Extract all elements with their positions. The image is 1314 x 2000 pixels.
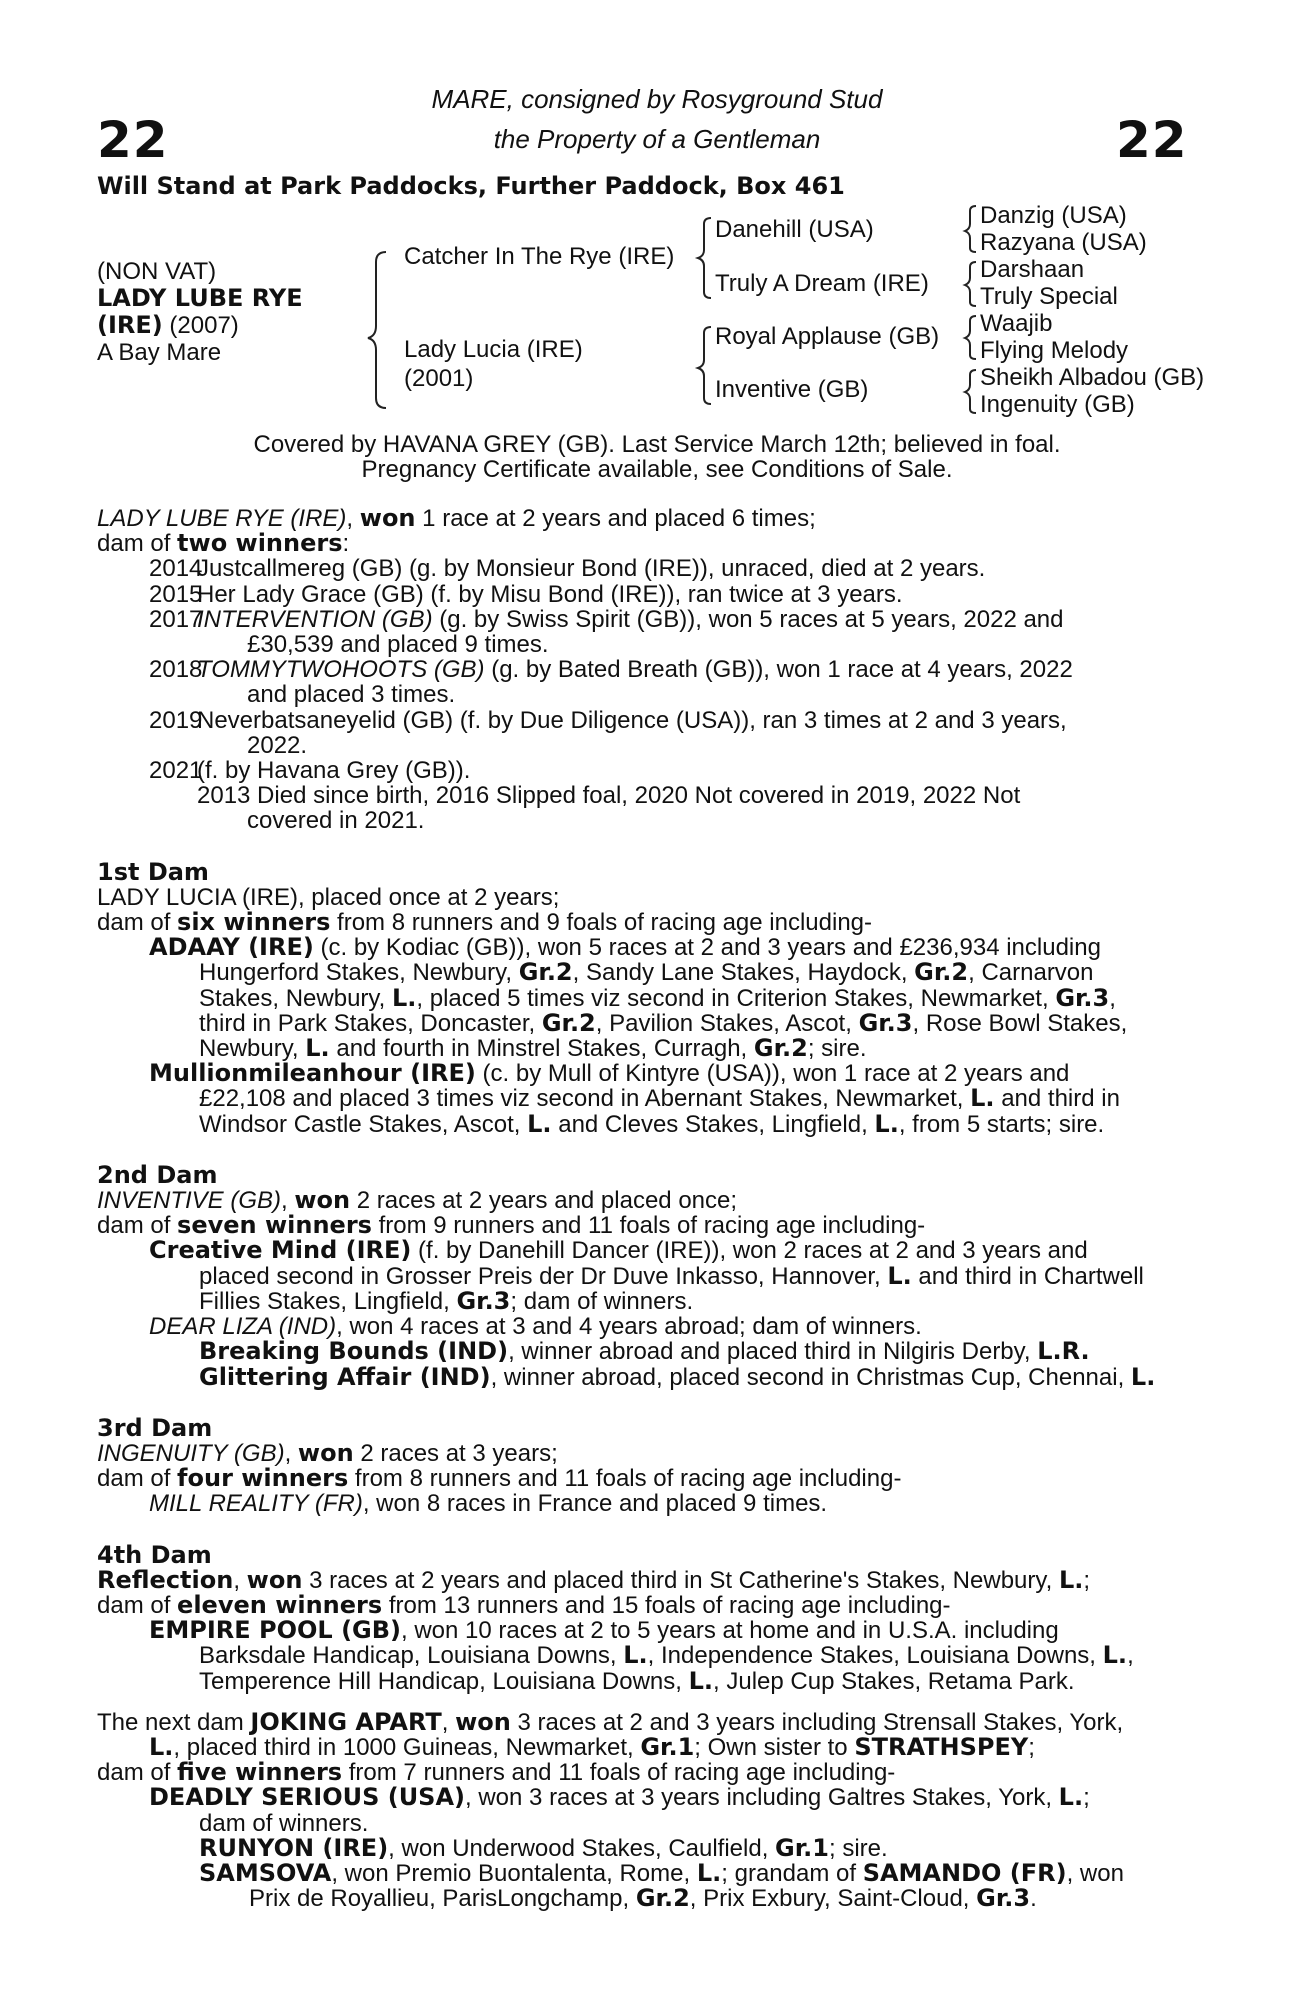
winner-count: five winners (177, 1758, 343, 1787)
foal-row (97, 582, 1194, 607)
produce-intro: LADY LUBE RYE (IRE), won 1 race at 2 years and placed 6 times; (97, 504, 816, 532)
foal-text: Neverbatsaneyelid (GB) (f. by Due Diligence (USA)), ran 3 times at 2 and 3 years, (197, 706, 1067, 734)
pedigree-dam: Lady Lucia (IRE) (404, 336, 583, 363)
pedigree-gg4: Truly Special (980, 283, 1118, 310)
foal-text: Justcallmereg (GB) (g. by Monsieur Bond (IRE)), unraced, died at 2 years. (197, 555, 986, 583)
pedigree-gg2: Razyana (USA) (980, 229, 1147, 256)
progeny-text-cont: £22,108 and placed 3 times viz second in Abernant Stakes, Newmarket, L. and third in (199, 1084, 1120, 1113)
pedigree-sire-sire: Danehill (USA) (715, 216, 874, 243)
won-label: won (359, 504, 416, 532)
foal-year: 2014 (149, 555, 203, 583)
foal-row (97, 607, 1194, 657)
dam-of-end: : (342, 530, 350, 558)
section-heading: 1st Dam (97, 857, 209, 886)
foal-row (97, 708, 1194, 758)
dam-name: JOKING APART (250, 1707, 442, 1736)
foal-name: INTERVENTION (GB) (197, 605, 433, 633)
section-heading: 4th Dam (97, 1540, 212, 1569)
foal-text: (f. by Havana Grey (GB)). (197, 757, 471, 785)
covered-note (0, 432, 1314, 482)
property-line: the Property of a Gentleman (493, 124, 821, 154)
horse-year: (2007) (162, 312, 239, 339)
progeny-text: (c. by Kodiac (GB)), won 5 races at 2 and 3 years and £236,934 including (313, 934, 1101, 962)
foal-year: 2018 (149, 656, 203, 684)
lot-number-right: 22 (1116, 111, 1188, 169)
progeny-name: Glittering Affair (IND) (199, 1362, 491, 1391)
progeny-name: ADAAY (IRE) (149, 933, 314, 962)
foal-text: (g. by Bated Breath (GB)), won 1 race at 4 years, 2022 (484, 656, 1073, 684)
winner-count: six winners (177, 908, 331, 937)
next-dam-section: The next dam JOKING APART, won 3 races at 2 and 3 years including Strensall Stakes, York, L., placed third in 1000 Guineas, Newmarket, Gr.1; Own sister to STRATHSPEY; dam of five winners from 7 runners and 11 foals of racing age including- DEADLY SERIOUS (USA), won 3 races at 3 years including Galtres Stakes, York, L.; dam of winners. RUNYON (IRE), won Underwood Stakes, Caulfield, Gr.1; sire. SAMSOVA, won Premio Buontalenta, Rome, L.; grandam of SAMANDO (FR), won Prix de Royallieu, ParisLongchamp, Gr.2, Prix Exbury, Saint-Cloud, Gr.3. (97, 1710, 1194, 1912)
progeny-entry: MILL REALITY (FR), won 8 races in France and placed 9 times. (149, 1490, 828, 1518)
stand-location: Will Stand at Park Paddocks, Further Paddock, Box 461 (97, 172, 845, 200)
second-dam-section: 2nd Dam INVENTIVE (GB), won 2 races at 2 years and placed once; dam of seven winners from 9 runners and 11 foals of racing age including- Creative Mind (IRE) (f. by Danehill Dancer (IRE)), won 2 races at 2 and 3 years and placed second in Grosser Preis der Dr Duve Inkasso, Hannover, L. and third in Chartwell Fillies Stakes, Lingfield, Gr.3; dam of winners. DEAR LIZA (IND), won 4 races at 3 and 4 years abroad; dam of winners. Breaking Bounds (IND), winner abroad and placed third in Nilgiris Derby, L.R. Glittering Affair (IND), winner abroad, placed second in Christmas Cup, Chennai, L. (97, 1163, 1194, 1390)
progeny-name: RUNYON (IRE) (199, 1833, 389, 1862)
horse-name: LADY LUBE RYE (97, 284, 303, 312)
vat-status: (NON VAT) (97, 258, 217, 285)
pedigree-gg3: Darshaan (980, 256, 1085, 283)
progeny-text-cont: Windsor Castle Stakes, Ascot, L. and Cleves Stakes, Lingfield, L., from 5 starts; sire. (199, 1109, 1105, 1138)
progeny-text-cont: Hungerford Stakes, Newbury, Gr.2, Sandy Lane Stakes, Haydock, Gr.2, Carnarvon (199, 958, 1094, 987)
catalogue-body (97, 506, 1194, 1911)
produce-dam-of (97, 531, 1194, 556)
pedigree-gg5: Waajib (980, 310, 1053, 337)
foal-year: 2017 (149, 605, 203, 633)
foal-row (97, 657, 1194, 707)
pedigree-dam-year: (2001) (404, 365, 474, 392)
pedigree-sire-dam: Truly A Dream (IRE) (715, 270, 929, 297)
progeny-name: SAMSOVA (199, 1858, 332, 1887)
dam-name: INVENTIVE (GB) (97, 1187, 282, 1215)
dam-of-rest: from 8 runners and 9 foals of racing age including- (330, 909, 873, 937)
dam-name: Reflection (97, 1565, 234, 1594)
covered-line-2: Pregnancy Certificate available, see Conditions of Sale. (361, 456, 953, 483)
progeny-entry: EMPIRE POOL (GB), won 10 races at 2 to 5 years at home and in U.S.A. including Barksdale Handicap, Louisiana Downs, L., Independence Stakes, Louisiana Downs, L., Temperence Hill Handicap, Louisiana Downs, L., Julep Cup Stakes, Retama Park. (149, 1616, 1134, 1695)
foal-year: 2015 (149, 580, 203, 608)
winner-count: two winners (177, 529, 343, 558)
foal-row (97, 556, 1194, 581)
pedigree-sire: Catcher In The Rye (IRE) (404, 243, 675, 270)
sibling-name: STRATHSPEY (854, 1732, 1029, 1761)
progeny-name: Breaking Bounds (IND) (199, 1337, 509, 1366)
grand-progeny-entry: RUNYON (IRE), won Underwood Stakes, Caulfield, Gr.1; sire. (199, 1833, 888, 1862)
pedigree-gg8: Ingenuity (GB) (980, 391, 1135, 418)
dam-of-label: dam of (97, 530, 178, 558)
horse-country: (IRE) (97, 311, 163, 339)
pedigree-gg7: Sheikh Albadou (GB) (980, 364, 1205, 391)
progeny-name: MILL REALITY (FR) (149, 1490, 363, 1518)
progeny-text-cont: Stakes, Newbury, L., placed 5 times viz second in Criterion Stakes, Newmarket, Gr.3, (199, 983, 1116, 1012)
first-dam-section (97, 857, 1194, 1138)
progeny-entry (97, 935, 1194, 1061)
progeny-entry: DEAR LIZA (IND), won 4 races at 3 and 4 years abroad; dam of winners. (149, 1313, 922, 1341)
progeny-text-cont: Newbury, L. and fourth in Minstrel Stakes, Curragh, Gr.2; sire. (199, 1034, 867, 1063)
dam-of-label: dam of (97, 909, 178, 937)
grand-progeny-entry: Breaking Bounds (IND), winner abroad and placed third in Nilgiris Derby, L.R. (199, 1337, 1090, 1366)
produce-note-line-2: covered in 2021. (247, 807, 425, 835)
progeny-name: DEAR LIZA (IND) (149, 1313, 337, 1341)
dam-name: INGENUITY (GB) (97, 1439, 285, 1467)
progeny-name: Creative Mind (IRE) (149, 1236, 412, 1265)
foal-text-cont: and placed 3 times. (247, 681, 456, 709)
covered-line-1: Covered by HAVANA GREY (GB). Last Service March 12th; believed in foal. (253, 431, 1061, 458)
grand-progeny-entry: SAMSOVA, won Premio Buontalenta, Rome, L.; grandam of SAMANDO (FR), won Prix de Royallieu, ParisLongchamp, Gr.2, Prix Exbury, Saint-Cloud, Gr.3. (199, 1858, 1124, 1913)
foal-row (97, 758, 1194, 783)
third-dam-section: 3rd Dam INGENUITY (GB), won 2 races at 3 years; dam of four winners from 8 runners and 11 foals of racing age including- MILL REALITY (FR), won 8 races in France and placed 9 times. (97, 1416, 1194, 1517)
horse-description: A Bay Mare (97, 339, 222, 366)
winner-count: eleven winners (177, 1590, 383, 1619)
progeny-name: EMPIRE POOL (GB) (149, 1616, 401, 1645)
foal-text-cont: £30,539 and placed 9 times. (247, 631, 549, 659)
foal-text: (g. by Swiss Spirit (GB)), won 5 races at 5 years, 2022 and (432, 605, 1064, 633)
progeny-name: Mullionmileanhour (IRE) (149, 1059, 476, 1088)
produce-note-line-1: 2013 Died since birth, 2016 Slipped foal, 2020 Not covered in 2019, 2022 Not (197, 782, 1021, 810)
consignor-line: MARE, consigned by Rosyground Stud (431, 84, 883, 114)
foal-year: 2021 (149, 757, 203, 785)
winner-count: four winners (177, 1464, 349, 1493)
foal-name: TOMMYTWOHOOTS (GB) (197, 656, 485, 684)
progeny-text: (c. by Mull of Kintyre (USA)), won 1 race at 2 years and (475, 1060, 1070, 1088)
winner-count: seven winners (177, 1211, 372, 1240)
pedigree-gg6: Flying Melody (980, 337, 1129, 364)
mare-name: LADY LUBE RYE (IRE) (97, 505, 347, 532)
progeny-entry: DEADLY SERIOUS (USA), won 3 races at 3 years including Galtres Stakes, York, L.; dam of winners. (149, 1783, 1090, 1837)
progeny-text-cont: third in Park Stakes, Doncaster, Gr.2, Pavilion Stakes, Ascot, Gr.3, Rose Bowl Stakes, (199, 1008, 1128, 1037)
produce-note (97, 783, 1194, 833)
grand-progeny-entry: Glittering Affair (IND), winner abroad, placed second in Christmas Cup, Chennai, L. (199, 1362, 1156, 1391)
lot-number-left: 22 (97, 111, 169, 169)
foal-text-cont: 2022. (247, 731, 308, 759)
section-heading: 3rd Dam (97, 1413, 213, 1442)
pedigree-dam-sire: Royal Applause (GB) (715, 323, 940, 350)
pedigree-dam-dam: Inventive (GB) (715, 376, 869, 403)
section-heading: 2nd Dam (97, 1160, 218, 1189)
progeny-entry (97, 1061, 1194, 1137)
progeny-name: DEADLY SERIOUS (USA) (149, 1783, 466, 1812)
fourth-dam-section: 4th Dam Reflection, won 3 races at 2 years and placed third in St Catherine's Stakes, Newbury, L.; dam of eleven winners from 13 runners and 15 foals of racing age including- EMPIRE POOL (GB), won 10 races at 2 to 5 years at home and in U.S.A. including Barksdale Handicap, Louisiana Downs, L., Independence Stakes, Louisiana Downs, L., Temperence Hill Handicap, Louisiana Downs, L., Julep Cup Stakes, Retama Park. (97, 1543, 1194, 1694)
dam-record: LADY LUCIA (IRE), placed once at 2 years; (97, 883, 560, 911)
foal-year: 2019 (149, 706, 203, 734)
pedigree-gg1: Danzig (USA) (980, 202, 1127, 229)
progeny-entry: Creative Mind (IRE) (f. by Danehill Dancer (IRE)), won 2 races at 2 and 3 years and placed second in Grosser Preis der Dr Duve Inkasso, Hannover, L. and third in Chartwell Fillies Stakes, Lingfield, Gr.3; dam of winners. (149, 1236, 1144, 1315)
produce-intro-rest: 1 race at 2 years and placed 6 times; (415, 505, 816, 532)
foal-text: Her Lady Grace (GB) (f. by Misu Bond (IRE)), ran twice at 3 years. (197, 580, 903, 608)
